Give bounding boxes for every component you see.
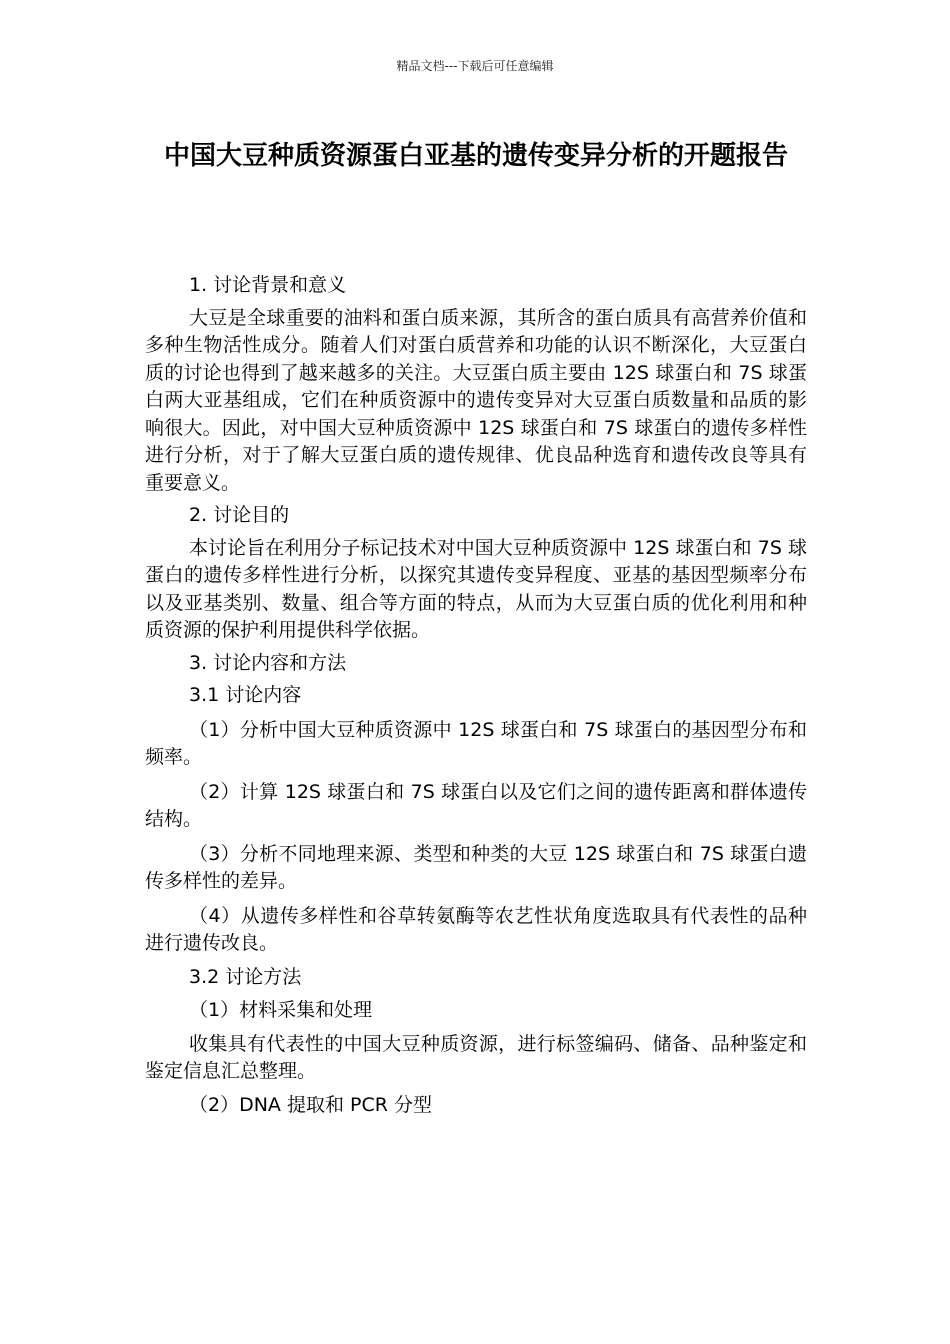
section-1-paragraph: 大豆是全球重要的油料和蛋白质来源，其所含的蛋白质具有高营养价值和多种生物活性成分。随着人们对蛋白质营养和功能的认识不断深化，大豆蛋白质的讨论也得到了越来越多的关注。大豆蛋白质主要由 12S 球蛋白和 7S 球蛋白两大亚基组成，它们在种质资源中的遗传变异对大豆蛋白质数量和品质的影响很大。因此，对中国大豆种质资源中 12S 球蛋白和 7S 球蛋白的遗传多样性进行分析，对于了解大豆蛋白质的遗传规律、优良品种选育和遗传改良等具有重要意义。 xyxy=(145,306,807,494)
section-3-1-item: （3）分析不同地理来源、类型和种类的大豆 12S 球蛋白和 7S 球蛋白遗传多样性的差异。 xyxy=(145,842,807,892)
section-3-1-item: （2）计算 12S 球蛋白和 7S 球蛋白以及它们之间的遗传距离和群体遗传结构。 xyxy=(145,780,807,830)
section-3-2-item-1: （1）材料采集和处理 xyxy=(189,999,373,1021)
document-body xyxy=(145,268,807,1125)
section-3-2-item-2: （2）DNA 提取和 PCR 分型 xyxy=(189,1093,432,1116)
section-3-2-heading: 3.2 讨论方法 xyxy=(189,965,302,988)
section-3-1-heading: 3.1 讨论内容 xyxy=(189,684,302,706)
page-header-note: 精品文档---下载后可任意编辑 xyxy=(396,59,554,73)
section-2-heading: 2. 讨论目的 xyxy=(189,504,290,526)
section-3-1-item: （4）从遗传多样性和谷草转氨酶等农艺性状角度选取具有代表性的品种进行遗传改良。 xyxy=(145,904,807,954)
section-3-heading: 3. 讨论内容和方法 xyxy=(189,651,347,674)
document-title: 中国大豆种质资源蛋白亚基的遗传变异分析的开题报告 xyxy=(163,141,788,171)
section-1-heading: 1. 讨论背景和意义 xyxy=(189,274,347,296)
section-2-paragraph: 本讨论旨在利用分子标记技术对中国大豆种质资源中 12S 球蛋白和 7S 球蛋白的遗传多样性进行分析，以探究其遗传变异程度、亚基的基因型频率分布以及亚基类别、数量、组合等方面的特点，从而为大豆蛋白质的优化利用和种质资源的保护利用提供科学依据。 xyxy=(145,536,807,641)
section-3-1-item: （1）分析中国大豆种质资源中 12S 球蛋白和 7S 球蛋白的基因型分布和频率。 xyxy=(145,718,807,768)
section-3-2-item-1-paragraph: 收集具有代表性的中国大豆种质资源，进行标签编码、储备、品种鉴定和鉴定信息汇总整理。 xyxy=(145,1032,807,1082)
